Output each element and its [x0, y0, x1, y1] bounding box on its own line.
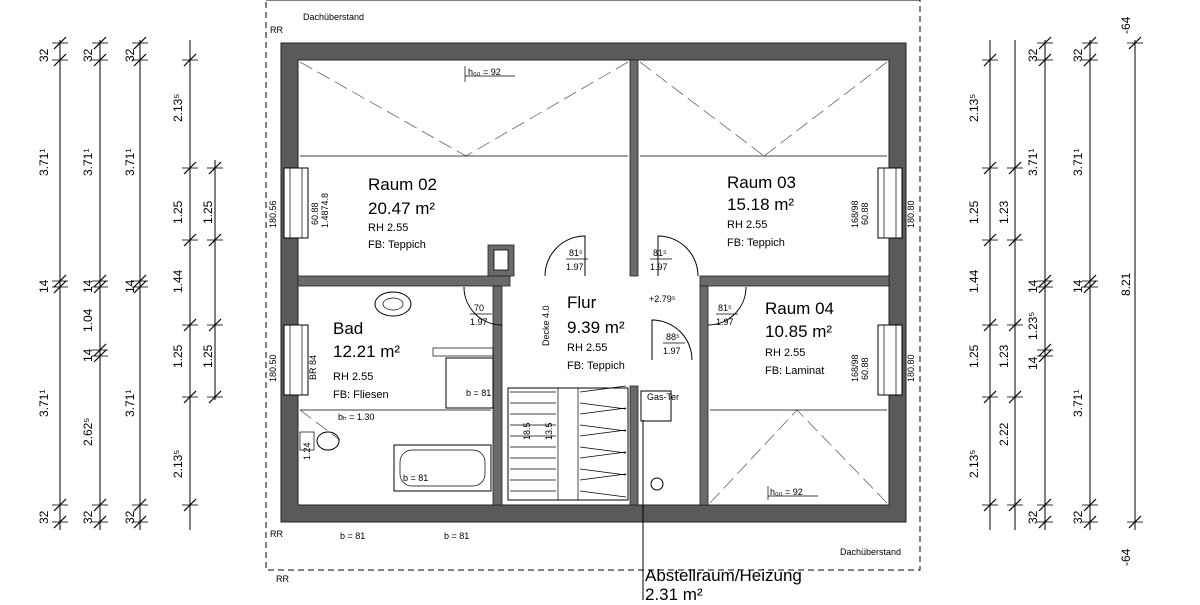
door2-height: 1.97 [650, 262, 668, 272]
window-b-left-label: b = 81 [340, 531, 366, 541]
dim-r5-0: -64 [1119, 16, 1133, 34]
dim-r1-0: 2.13⁵ [967, 93, 981, 122]
room-area: 12.21 m² [333, 342, 401, 361]
dim-l3-2: 14 [123, 279, 137, 293]
dim-l4-0: 2.13⁵ [171, 93, 185, 122]
room-name: Flur [567, 293, 597, 312]
room-name: Raum 04 [765, 299, 834, 318]
dim-l3-4: 32 [123, 510, 137, 524]
room-area: 20.47 m² [368, 199, 436, 218]
room-height: RH 2.55 [368, 222, 409, 234]
window-right-bottom-label: 180.80 [906, 354, 916, 382]
stair-tread [580, 430, 626, 436]
dim-l5-0: 1.25 [201, 200, 215, 224]
room-flur [567, 293, 625, 372]
room-height: RH 2.55 [765, 347, 806, 359]
dim-r3-4: 14 [1026, 356, 1040, 370]
window-right-bottom-inner: 168/98 [850, 354, 860, 382]
door3-width: 70 [474, 303, 485, 313]
rr-label-corner: RR [276, 574, 289, 584]
door5-width: 88⁵ [666, 332, 680, 342]
dim-l2-0: 32 [81, 48, 95, 62]
room-floor: FB: Fliesen [333, 389, 389, 401]
dim-r5-2: -64 [1119, 548, 1133, 566]
dim-l4-4: 2.13⁵ [171, 449, 185, 478]
door1-height: 1.97 [566, 262, 584, 272]
dim-r4-4: 32 [1071, 510, 1085, 524]
dim-r4-2: 14 [1071, 279, 1085, 293]
door4-height: 1.97 [716, 317, 734, 327]
dim-r1-4: 2.13⁵ [967, 449, 981, 478]
dim-l2-5: 2.62⁵ [81, 417, 95, 446]
roof-overhang-bottom-label: Dachüberstand [840, 547, 902, 557]
door5-height: 1.97 [663, 346, 681, 356]
stair-tread [580, 469, 626, 475]
stair-tread [580, 386, 626, 392]
roof-overhang-top-label: Dachüberstand [303, 12, 365, 22]
stair-tread [580, 452, 626, 458]
stair-tread [580, 425, 626, 431]
dim-l2-2: 14 [81, 279, 95, 293]
room-raum-02 [368, 175, 437, 251]
window-right-top-inner2: 60.88 [860, 202, 870, 225]
door1-width: 81⁵ [569, 248, 583, 258]
dim-l3-1: 3.71¹ [123, 148, 137, 176]
room-name: Bad [333, 319, 364, 338]
br-label: BR 84 [308, 354, 318, 380]
dim-r1-3: 1.25 [967, 344, 981, 368]
dim-r1-1: 1.25 [967, 200, 981, 224]
chimney [494, 250, 508, 270]
stair-tread [580, 474, 626, 480]
dim-r2-0: 1.23 [997, 200, 1011, 224]
room-area: 15.18 m² [727, 195, 795, 214]
room-floor: FB: Teppich [368, 239, 426, 251]
room-bad [333, 319, 400, 401]
window-b-right-label: b = 81 [444, 531, 470, 541]
dim-l3-0: 32 [123, 48, 137, 62]
dim-l5-1: 1.25 [201, 344, 215, 368]
window-left-top-inner: 60.88 [310, 202, 320, 225]
shower-width-label: b = 81 [466, 388, 492, 398]
bathtub-width-label: b = 81 [403, 473, 429, 483]
room-name: Raum 02 [368, 175, 437, 194]
room-raum-04 [765, 299, 834, 377]
room-area: 9.39 m² [567, 318, 625, 337]
stair-tread [580, 447, 626, 453]
dim-l2-4: 14 [81, 348, 95, 362]
sink-icon [375, 292, 411, 316]
left-dimension-lines [52, 37, 223, 530]
dim-l2-3: 1.04 [81, 308, 95, 332]
dim-l1-4: 32 [37, 510, 51, 524]
room-floor: FB: Teppich [727, 237, 785, 249]
room-name: Raum 03 [727, 173, 796, 192]
dim-r2-1: 1.23 [997, 344, 1011, 368]
stair-tread [580, 403, 626, 409]
window-left-top-label: 180.56 [268, 200, 278, 228]
stair-label-2: 13.5 [544, 422, 554, 440]
dim-l1-2: 14 [37, 279, 51, 293]
dim-r4-0: 32 [1071, 48, 1085, 62]
dim-l3-3: 3.71¹ [123, 389, 137, 417]
room-area: 10.85 m² [765, 322, 833, 341]
stair-tread [580, 408, 626, 414]
bath-width-label: bₕ = 1.30 [338, 412, 375, 422]
decke-label: Decke 4.0 [541, 305, 551, 346]
room-height: RH 2.55 [727, 219, 768, 231]
dim-l2-6: 32 [81, 510, 95, 524]
room-floor: FB: Teppich [567, 360, 625, 372]
bathtub-icon [394, 445, 491, 491]
bottom-room-name: Abstellraum/Heizung [645, 566, 802, 585]
window-left-top-inner2: 1.4874.8 [320, 192, 330, 228]
stair-tread [580, 491, 626, 497]
bottom-room-area: 2.31 m² [645, 585, 703, 600]
hdd-top-label: h₀₀ = 92 [468, 67, 501, 77]
rr-label-bottom: RR [270, 529, 283, 539]
dim-r4-1: 3.71¹ [1071, 148, 1085, 176]
flur-level: +2.79⁵ [649, 294, 676, 304]
window-right-bottom-inner2: 60.88 [860, 357, 870, 380]
door3-height: 1.97 [470, 317, 488, 327]
room-raum-03 [727, 173, 796, 249]
tank-label: Gas-Ter [647, 392, 680, 402]
door2-width: 81⁵ [653, 248, 667, 258]
dim-l1-1: 3.71¹ [37, 148, 51, 176]
dim-r3-1: 3.71¹ [1026, 148, 1040, 176]
dim-l1-0: 32 [37, 48, 51, 62]
dim-r3-2: 14 [1026, 279, 1040, 293]
dim-l2-1: 3.71¹ [81, 148, 95, 176]
dim-r4-3: 3.71¹ [1071, 389, 1085, 417]
hdd-bottom-label: h₀₀ = 92 [770, 487, 803, 497]
dim-l4-2: 1.44 [171, 269, 185, 293]
dim-r3-0: 32 [1026, 48, 1040, 62]
window-right-top-inner: 168/98 [850, 200, 860, 228]
right-dimension-labels [967, 16, 1133, 566]
bathroom-fixtures [300, 292, 493, 491]
dim-l4-1: 1.25 [171, 200, 185, 224]
rr-label-top: RR [270, 25, 283, 35]
door4-width: 81⁵ [718, 303, 732, 313]
window-left-bottom-label: 180.50 [268, 354, 278, 382]
wc-width-label: 1.24 [302, 442, 312, 460]
dim-r5-1: 8.21 [1119, 272, 1133, 296]
toilet-icon [317, 432, 339, 450]
dim-r3-3: 1.23⁵ [1026, 311, 1040, 340]
room-floor: FB: Laminat [765, 365, 825, 377]
interior-walls [298, 60, 889, 505]
staircase [508, 386, 628, 500]
room-height: RH 2.55 [333, 371, 374, 383]
window-right-top-label: 180.80 [906, 200, 916, 228]
left-dimension-labels [37, 48, 215, 524]
dim-r3-5: 32 [1026, 510, 1040, 524]
stair-label-1: 18.5 [522, 422, 532, 440]
room-height: RH 2.55 [567, 342, 608, 354]
dim-l1-3: 3.71¹ [37, 389, 51, 417]
dim-r2-2: 2.22 [997, 422, 1011, 446]
dim-l4-3: 1.25 [171, 344, 185, 368]
shower-icon [446, 358, 493, 408]
dim-r1-2: 1.44 [967, 269, 981, 293]
